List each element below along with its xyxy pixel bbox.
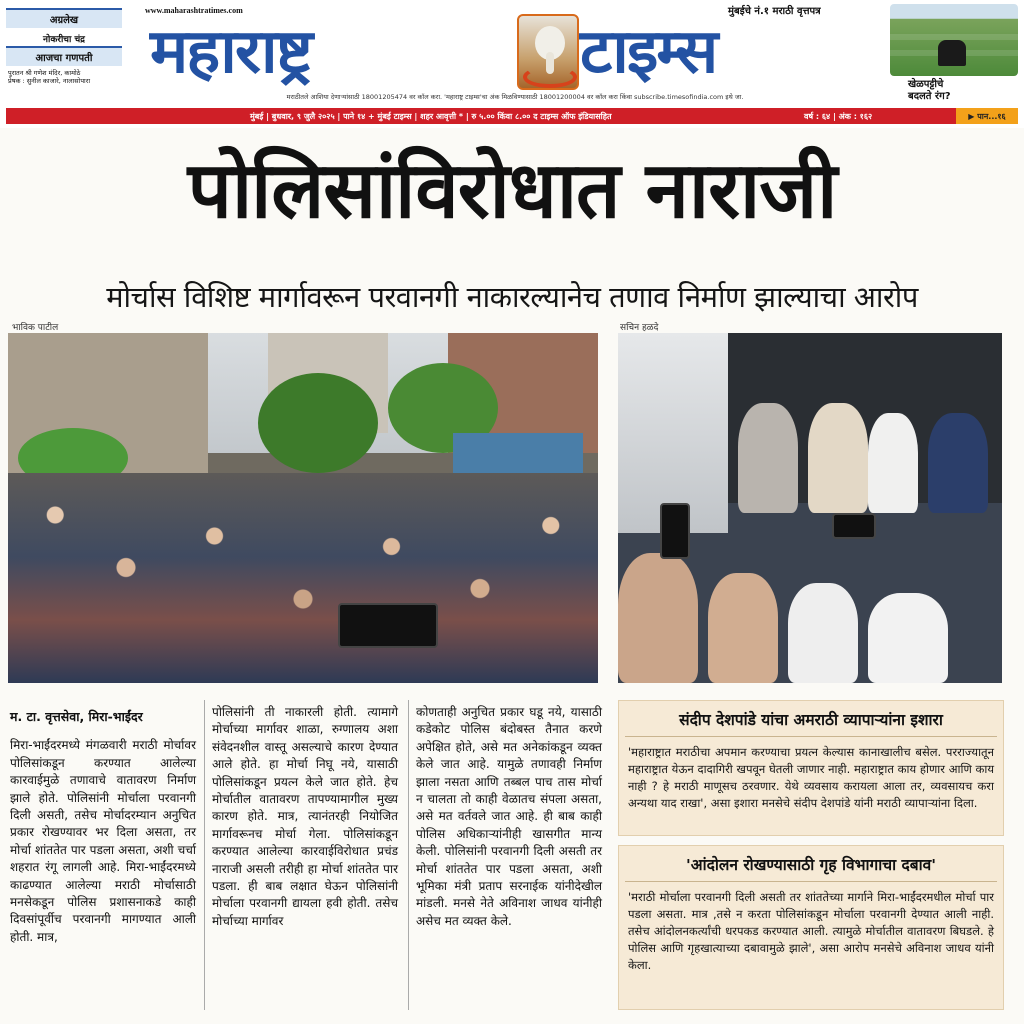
box1-body: 'महाराष्ट्रात मराठीचा अपमान करण्याचा प्रयत्न केल्यास कानाखालीच बसेल. परराज्यातून महाराष्ट्रात येऊन दादागिरी खपवून घेतली जाणार नाही. महाराष्ट्रात काय होणार आणि काय नाही ? हे मराठी माणूसच ठरवणार. येथे व्यवसाय करायला आला तर, व्यवसायच करा अन्यथा याद राखा', असा इशारा मनसेचे संदीप देशपांडे यांनी मराठी व्यापाऱ्यांना दिला. [628, 745, 994, 810]
box2-title: 'आंदोलन रोखण्यासाठी गृह विभागाचा दबाव' [625, 846, 997, 882]
editorial-heading: अग्रलेख [6, 8, 122, 28]
rally-photo [618, 333, 1002, 683]
sports-promo[interactable] [890, 4, 1018, 104]
masthead [0, 0, 1024, 128]
issue-number: वर्ष : ६४ | अंक : १६२ [804, 112, 873, 121]
promo-text-2: बदलते रंग? [908, 91, 951, 102]
home-dept-pressure-box [618, 845, 1004, 1010]
page-reference[interactable]: ▶ पान...१६ [956, 108, 1018, 124]
box1-title: संदीप देशपांडे यांचा अमराठी व्यापाऱ्यांना इशारा [625, 701, 997, 737]
dateline-bar [6, 108, 1018, 124]
article-column-3 [416, 704, 602, 930]
photo-credit-right: सचिन हळदे [620, 323, 659, 333]
box2-body: 'मराठी मोर्चाला परवानगी दिली असती तर शांततेच्या मार्गाने मिरा-भाईंदरमधील मोर्चा पार पडला असता. मात्र ,तसे न करता पोलिसांकडून मोर्चाला परवानगी देण्यात आली नाही. तसेच आंदोलनकर्त्यांची धरपकड करण्यात आली. त्यामुळे मोर्चातील वातावरण बिघडले. हे पोलिस आणि गृहखात्याच्या दबावामुळे झाले', असा आरोप मनसेचे अविनाश जाधव यांनी केला. [628, 890, 994, 972]
article-column-1 [10, 708, 196, 946]
ganpati-temple: पुरातन श्री गणेश मंदिर, कामोठे [8, 69, 81, 77]
ganesha-image [517, 14, 579, 90]
todays-ganpati-heading: आजचा गणपती [6, 46, 122, 66]
logo-text-times: टाइम्स [580, 16, 717, 88]
subscription-notice: मराठीतले आशिया देणाऱ्यांसाठी 18001205474 वर कॉल करा. 'महाराष्ट्र टाइम्स'चा अंक मिळविण्यासाठी 18001200004 वर कॉल करा किंवा subscribe.timesofindia.com इथे जा. [286, 93, 744, 101]
main-headline: पोलिसांविरोधात नाराजी [187, 146, 837, 236]
promo-text-1: खेळपट्टीचे [908, 79, 944, 90]
cricket-pitch-image [890, 4, 1018, 76]
masthead-left-panel [6, 8, 122, 85]
article-text-3: कोणताही अनुचित प्रकार घडू नये, यासाठी कडेकोट पोलिस बंदोबस्त तैनात करणे अपेक्षित होते, असे मत अनेकांकडून व्यक्त केले जात आहे. यामुळे तणावही निर्माण झाला नसता आणि तब्बल पाच तास मोर्चा न चालता तो काही वेळातच संपला असता, असे मत वर्तवले जात आहे. ही बाब काही पोलिस अधिकाऱ्यांनीही खासगीत मान्य केली. पोलिसांनी परवानगी दिली असती तर मोर्चा शांततेत पार पडला असता, अशी भूमिका मंत्री प्रताप सरनाईक यांनीदेखील मांडली. मनसे नेते अविनाश जाधव यांनीही असेच मत व्यक्त केले. [416, 705, 602, 928]
dateline: मुंबई | बुधवार, ९ जुलै २०२५ | पाने १४ + मुंबई टाइम्स | शहर आवृत्ती * | रु ५.०० किंवा ८.०० द टाइम्स ऑफ इंडियासहित [250, 112, 612, 121]
crowd-photo [8, 333, 598, 683]
tagline: मुंबईचे नं.१ मराठी वृत्तपत्र [728, 6, 821, 17]
deshpande-warning-box [618, 700, 1004, 836]
column-divider [408, 700, 409, 1010]
photo-credit-left: भाविक पाटील [12, 323, 59, 333]
article-byline: म. टा. वृत्तसेवा, मिरा-भाईंदर [10, 709, 143, 724]
logo-text-maharashtra: महाराष्ट्र [150, 16, 311, 88]
ganpati-sender: प्रेषक : सुनील काजारे, नालासोपारा [8, 77, 91, 85]
article-text-2: पोलिसांनी ती नाकारली होती. त्यामागे मोर्चाच्या मार्गावर शाळा, रुग्णालय अशा संवेदनशील वास्तू असल्याचे कारण देण्यात आले होते. हा मोर्चा निघू नये, यासाठी पोलिसांकडून प्रयत्न केले जात होते. हेच मोर्चातील वातावरण तापण्यामागील मुख्य कारण होते. मात्र, त्यानंतरही नियोजित मार्गावरूनच मोर्चा गेला. पोलिसांकडून करण्यात आलेल्या कारवाईविरोधात प्रचंड नाराजी असली तरीही हा मोर्चा शांततेत पार पडला. ही बाब लक्षात घेऊन पोलिसांनी मोर्चाला परवानगी द्यायला हवी होती. तसेच मोर्चाच्या मार्गावर [212, 705, 398, 928]
sub-headline: मोर्चास विशिष्ट मार्गावरून परवानगी नाकारल्यानेच तणाव निर्माण झाल्याचा आरोप [106, 280, 918, 314]
article-column-2 [212, 704, 398, 930]
column-divider [204, 700, 205, 1010]
article-text-1: मिरा-भाईंदरमध्ये मंगळवारी मराठी मोर्चावर पोलिसांकडून करण्यात आलेल्या कारवाईमुळे तणावाचे वातावरण निर्माण झाले होते. पोलिसांनी मोर्चाला परवानगी दिली असती, तसेच मोर्चादरम्यान अनुचित प्रकार रोखण्यावर भर दिला असता, तर मोर्चा शांततेत पार पडला असता, अशी चर्चा शहरात रंगू लागली आहे. मिरा-भाईंदरमध्ये काढण्यात आलेल्या मराठी मोर्चासाठी मनसेकडून पोलिस प्रशासनाकडे काही दिवसांपूर्वीच परवानगी मागण्यात आली होती. मात्र, [10, 738, 196, 944]
editorial-title: नोकरीचा चंद्र [43, 35, 85, 45]
website-url: www.maharashtratimes.com [145, 6, 243, 15]
